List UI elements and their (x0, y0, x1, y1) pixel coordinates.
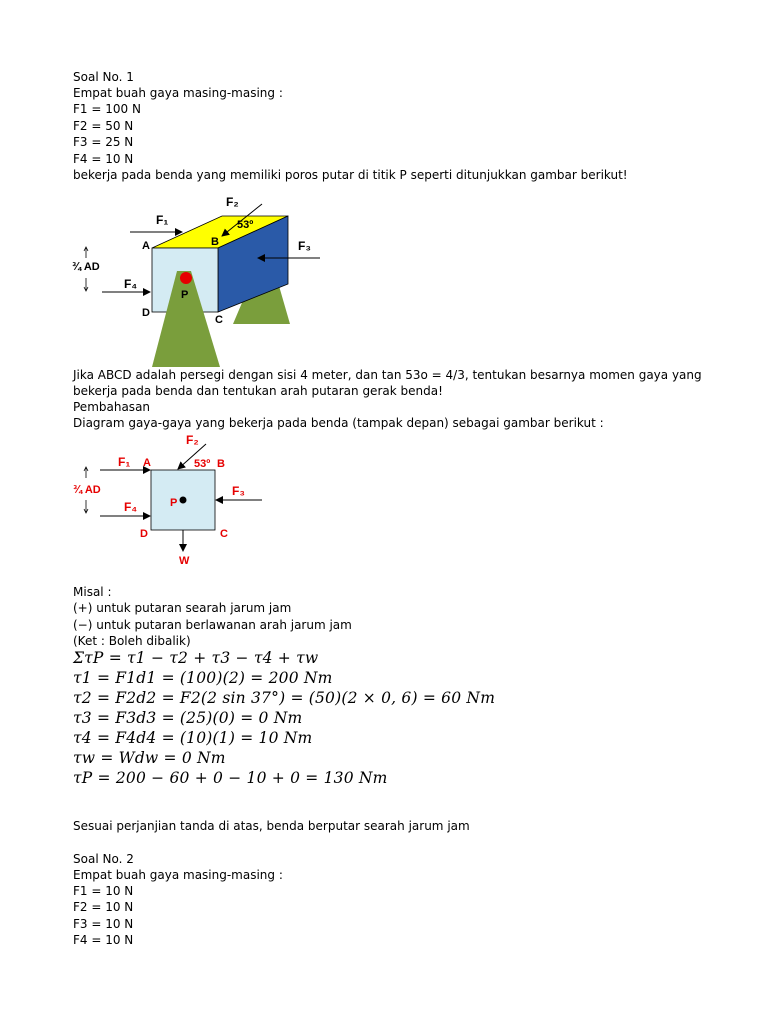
label-a: A (142, 240, 150, 252)
force-item: F3 = 25 N (73, 135, 134, 149)
label-f4: F₄ (124, 277, 138, 291)
force-item: F2 = 50 N (73, 119, 134, 133)
label-angle: 53º (194, 458, 211, 470)
label-p: P (181, 289, 189, 301)
label-w: W (179, 555, 190, 567)
label-f1: F₁ (118, 455, 131, 469)
label-c: C (215, 314, 223, 326)
label-b: B (211, 236, 219, 248)
label-d: D (140, 528, 148, 540)
force-item: F4 = 10 N (73, 933, 134, 947)
label-f2: F₂ (186, 433, 199, 447)
problem1-intro: Empat buah gaya masing-masing : (73, 86, 283, 100)
equation-line: τ2 = F2d2 = F2(2 sin 37°) = (50)(2 × 0, 6) = 60 Nm (73, 689, 496, 707)
equation-line: τ1 = F1d1 = (100)(2) = 200 Nm (73, 669, 333, 687)
label-p: P (170, 497, 178, 509)
equation-line: ΣτP = τ1 − τ2 + τ3 − τ4 + τw (73, 649, 319, 667)
problem1-context: bekerja pada benda yang memiliki poros putar di titik P seperti ditunjukkan gambar berikut! (73, 168, 628, 182)
equation-line: τP = 200 − 60 + 0 − 10 + 0 = 130 Nm (73, 769, 388, 787)
sign-negative: (−) untuk putaran berlawanan arah jarum jam (73, 618, 352, 632)
force-item: F2 = 10 N (73, 900, 134, 914)
force-item: F4 = 10 N (73, 152, 134, 166)
solution-heading: Pembahasan (73, 400, 151, 414)
problem1-question-line2: bekerja pada benda dan tentukan arah putaran gerak benda! (73, 384, 443, 398)
equation-line: τ4 = F4d4 = (10)(1) = 10 Nm (73, 729, 313, 747)
label-c: C (220, 528, 228, 540)
problem1-heading: Soal No. 1 (73, 70, 134, 84)
diagram-intro: Diagram gaya-gaya yang bekerja pada benda (tampak depan) sebagai gambar berikut : (73, 416, 604, 430)
label-f4: F₄ (124, 500, 138, 514)
label-f3: F₃ (232, 484, 245, 498)
problem2-heading: Soal No. 2 (73, 852, 134, 866)
force-item: F3 = 10 N (73, 917, 134, 931)
pivot-point (180, 272, 192, 284)
label-f1: F₁ (156, 213, 169, 227)
figure-3d-block (70, 192, 330, 370)
force-item: F1 = 10 N (73, 884, 134, 898)
note: (Ket : Boleh dibalik) (73, 634, 191, 648)
pivot-point (180, 497, 187, 504)
label-d: D (142, 307, 150, 319)
problem1-question-line1: Jika ABCD adalah persegi dengan sisi 4 meter, dan tan 53o = 4/3, tentukan besarnya momen gaya yang (73, 368, 702, 382)
label-angle: 53º (237, 219, 254, 231)
conclusion: Sesuai perjanjian tanda di atas, benda berputar searah jarum jam (73, 819, 470, 833)
equation-line: τw = Wdw = 0 Nm (73, 749, 226, 767)
label-f3: F₃ (298, 239, 311, 253)
sign-positive: (+) untuk putaran searah jarum jam (73, 601, 292, 615)
label-b: B (217, 458, 225, 470)
label-ad: ¾ AD (73, 484, 101, 496)
label-f2: F₂ (226, 195, 239, 209)
equation-line: τ3 = F3d3 = (25)(0) = 0 Nm (73, 709, 303, 727)
problem2-intro: Empat buah gaya masing-masing : (73, 868, 283, 882)
figure-force-diagram (70, 432, 270, 572)
misal-label: Misal : (73, 585, 112, 599)
label-ad: ¾ AD (72, 261, 100, 273)
force-item: F1 = 100 N (73, 102, 141, 116)
label-a: A (143, 457, 151, 469)
